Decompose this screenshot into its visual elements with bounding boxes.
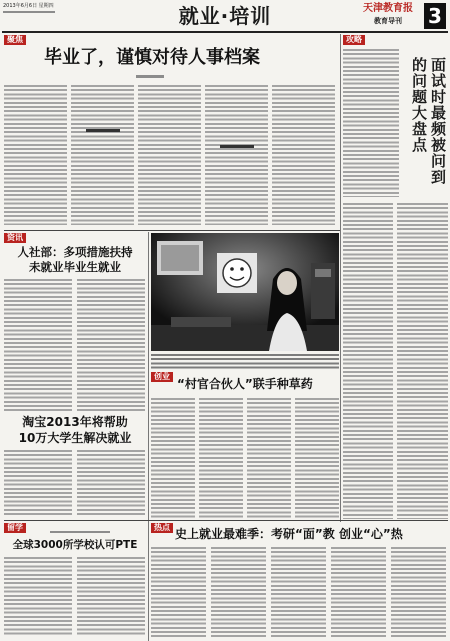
hot-body-column-2: [211, 547, 266, 637]
news-body-column-1: [4, 279, 72, 411]
focus-section: [4, 35, 338, 228]
column-divider: [148, 232, 149, 641]
section-title: 就业·培训: [178, 4, 272, 28]
study-abroad-body-column-1: [4, 557, 72, 637]
study-abroad-headline: 全球3000所学校认可PTE: [12, 539, 138, 551]
event-photo: [151, 233, 339, 351]
news-headline-1-line-2: 未就业毕业生就业: [29, 260, 121, 274]
focus-byline: [136, 75, 164, 78]
startup-section: [151, 372, 339, 520]
study-abroad-tag: 留学: [4, 523, 26, 533]
strategy-section: [343, 35, 448, 521]
header-rule: [2, 31, 448, 33]
news-body-column-3: [4, 450, 72, 516]
hot-body-column-4: [331, 547, 386, 637]
strategy-intro-text: [343, 49, 399, 197]
column-divider: [340, 34, 341, 522]
focus-body-column-1: [4, 85, 67, 225]
strategy-vertical-title: 面试时最频被问到的问题大盘点: [410, 57, 447, 185]
news-headline-1-line-1: 人社部：多项措施扶持: [17, 245, 133, 259]
section-divider: [4, 230, 340, 231]
startup-body-column-3: [247, 398, 291, 518]
news-body-column-4: [77, 450, 145, 516]
section-divider: [4, 520, 448, 521]
focus-body-column-3: [138, 85, 201, 225]
startup-body-column-4: [295, 398, 339, 518]
issue-date: 2013年6月6日 星期四: [3, 3, 54, 9]
startup-body-column-2: [199, 398, 243, 518]
focus-tag: 聚焦: [4, 35, 26, 45]
stage-photo-graphic: [151, 233, 339, 351]
strategy-body-column-2: [397, 203, 448, 519]
photo-caption: [151, 354, 339, 370]
startup-headline: “村官合伙人”联手种草药: [177, 377, 313, 391]
study-abroad-section: [4, 523, 146, 639]
focus-headline: 毕业了，谨慎对待人事档案: [44, 47, 260, 68]
hot-section: [151, 523, 448, 639]
focus-body-column-2: [71, 85, 134, 225]
editor-credit-line: [3, 11, 55, 13]
startup-body-column-1: [151, 398, 195, 518]
news-headline-2-line-1: 淘宝2013年将帮助: [22, 415, 128, 429]
news-body-column-2: [77, 279, 145, 411]
focus-subhead: [86, 129, 120, 132]
focus-body-column-4: [205, 85, 268, 225]
news-section: [4, 233, 146, 518]
masthead: 天津教育报: [363, 3, 413, 14]
hot-body-column-5: [391, 547, 446, 637]
study-abroad-kicker: [50, 531, 110, 533]
page-header: [0, 0, 450, 31]
news-tag: 资讯: [4, 233, 26, 243]
hot-body-column-1: [151, 547, 206, 637]
hot-body-column-3: [271, 547, 326, 637]
hot-tag: 热点: [151, 523, 173, 533]
page-number: 3: [424, 3, 446, 29]
masthead-subtitle: 教育导刊: [374, 17, 402, 25]
hot-headline: 史上就业最难季：考研“面”教 创业“心”热: [175, 527, 403, 541]
strategy-tag: 攻略: [343, 35, 365, 45]
startup-tag: 创业: [151, 372, 173, 382]
focus-subhead: [220, 145, 254, 148]
strategy-body-column-1: [343, 203, 393, 519]
news-headline-2-line-2: 10万大学生解决就业: [18, 431, 132, 445]
focus-body-column-5: [272, 85, 335, 225]
study-abroad-body-column-2: [77, 557, 145, 637]
